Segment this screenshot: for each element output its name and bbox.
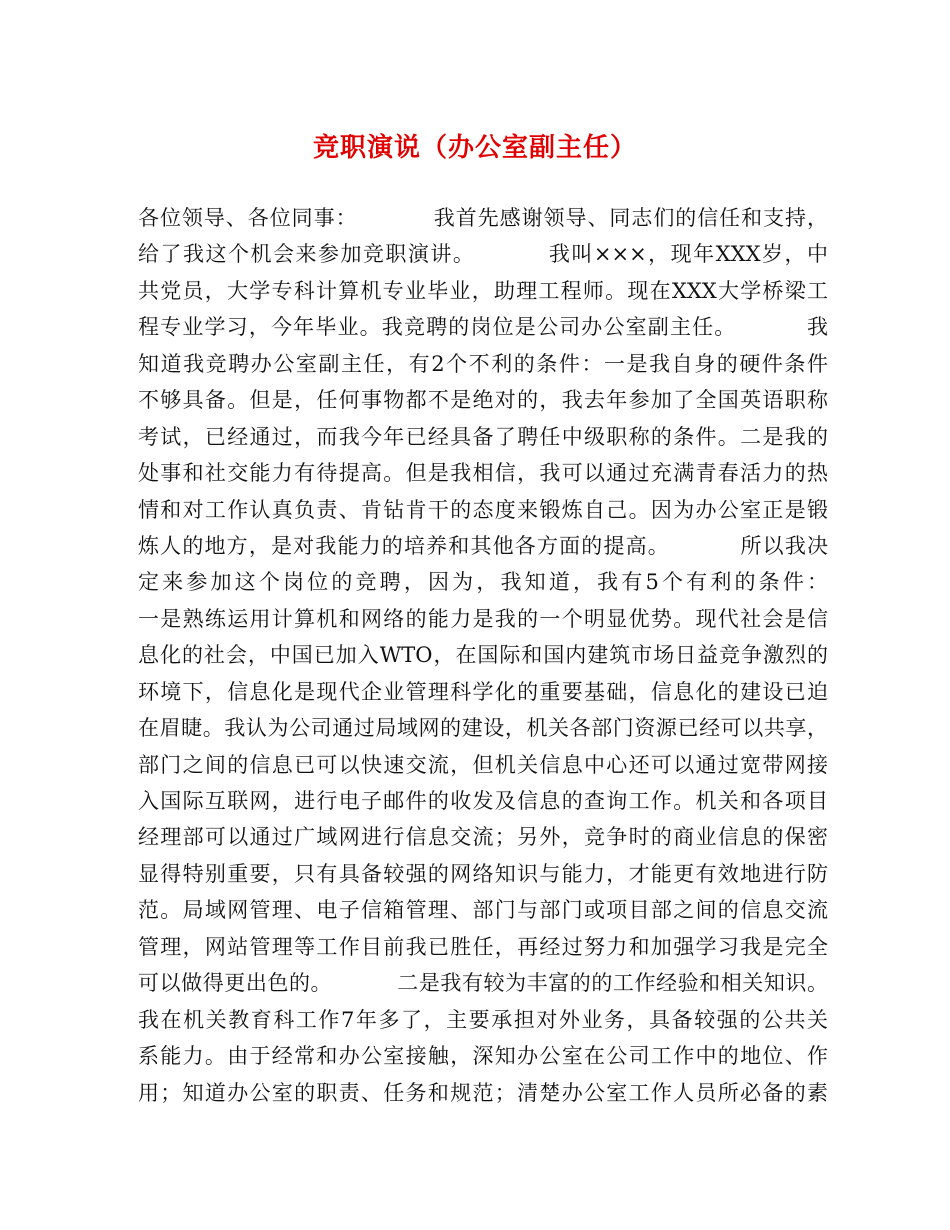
text-line: 处事和社交能力有待提高。但是我相信，我可以通过充满青春活力的热 (138, 461, 828, 486)
text-line: 共党员，大学专科计算机专业毕业，助理工程师。现在XXX大学桥梁工 (138, 278, 828, 303)
text-line: 可以做得更出色的。 二是我有较为丰富的的工作经验和相关知识。 (138, 971, 828, 996)
text-line: 我在机关教育科工作7年多了，主要承担对外业务，具备较强的公共关 (138, 1007, 828, 1032)
document-title: 竞职演说（办公室副主任） (312, 133, 637, 163)
text-line: 息化的社会，中国已加入WTO，在国际和国内建筑市场日益竞争激烈的 (138, 643, 828, 668)
text-line: 不够具备。但是，任何事物都不是绝对的，我去年参加了全国英语职称 (138, 388, 828, 413)
text-line: 显得特别重要，只有具备较强的网络知识与能力，才能更有效地进行防 (138, 861, 828, 886)
text-line: 各位领导、各位同事： 我首先感谢领导、同志们的信任和支持， (138, 206, 828, 230)
text-line: 给了我这个机会来参加竞职演讲。 我叫×××，现年XXX岁，中 (138, 242, 828, 267)
text-line: 在眉睫。我认为公司通过局域网的建设，机关各部门资源已经可以共享， (138, 716, 828, 741)
text-line: 一是熟练运用计算机和网络的能力是我的一个明显优势。现代社会是信 (138, 606, 828, 631)
text-line: 程专业学习，今年毕业。我竞聘的岗位是公司办公室副主任。 我 (138, 315, 828, 340)
text-line: 经理部可以通过广域网进行信息交流；另外，竞争时的商业信息的保密 (138, 825, 828, 850)
text-line: 范。局域网管理、电子信箱管理、部门与部门或项目部之间的信息交流 (138, 898, 828, 923)
text-line: 入国际互联网，进行电子邮件的收发及信息的查询工作。机关和各项目 (138, 789, 828, 813)
body-text (138, 200, 828, 1111)
text-line: 炼人的地方，是对我能力的培养和其他各方面的提高。 所以我决 (138, 533, 828, 558)
text-line: 情和对工作认真负责、肯钻肯干的态度来锻炼自己。因为办公室正是锻 (138, 497, 828, 522)
text-line: 部门之间的信息已可以快速交流，但机关信息中心还可以通过宽带网接 (138, 752, 828, 777)
text-line: 环境下，信息化是现代企业管理科学化的重要基础，信息化的建设已迫 (138, 679, 828, 704)
text-line: 定来参加这个岗位的竞聘，因为，我知道，我有5个有利的条件： (138, 570, 828, 595)
text-line: 管理，网站管理等工作目前我已胜任，再经过努力和加强学习我是完全 (138, 934, 828, 959)
text-line: 知道我竞聘办公室副主任，有2个不利的条件：一是我自身的硬件条件 (138, 351, 828, 376)
text-line: 考试，已经通过，而我今年已经具备了聘任中级职称的条件。二是我的 (138, 424, 828, 449)
text-line: 用；知道办公室的职责、任务和规范；清楚办公室工作人员所必备的素 (138, 1080, 828, 1105)
text-line: 系能力。由于经常和办公室接触，深知办公室在公司工作中的地位、作 (138, 1044, 828, 1069)
